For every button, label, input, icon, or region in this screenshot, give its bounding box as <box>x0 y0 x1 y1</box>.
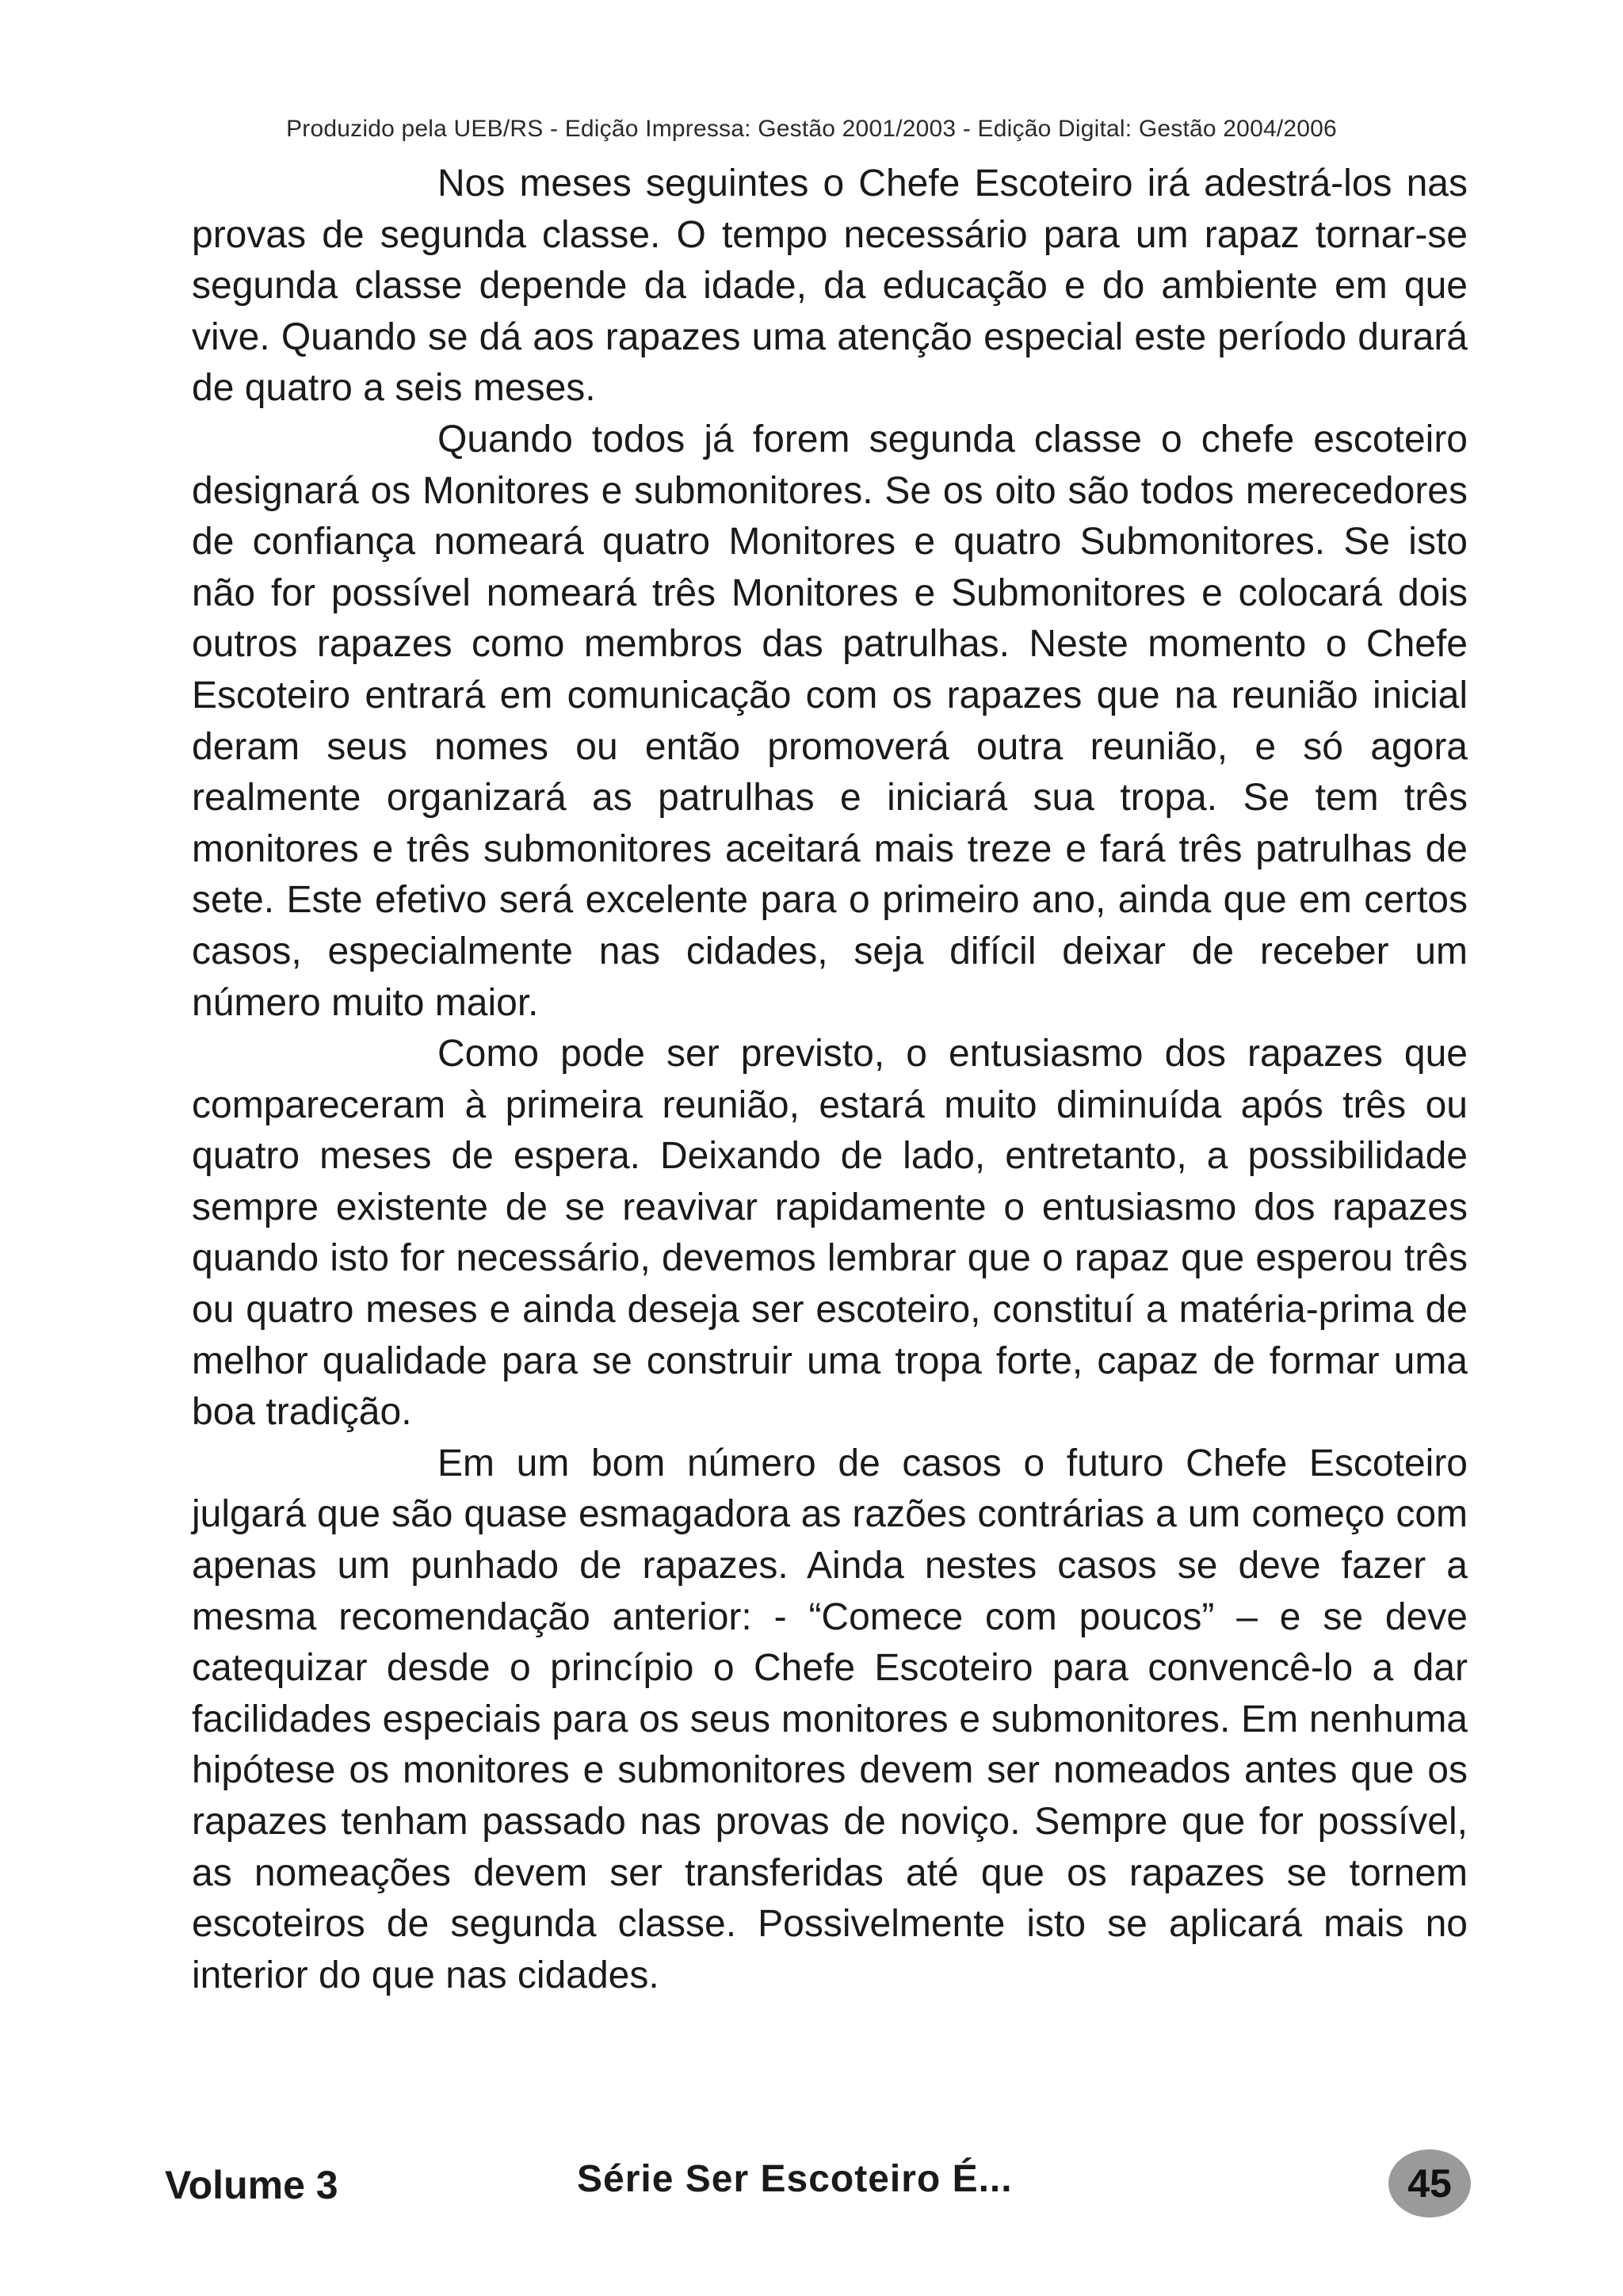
footer-series-title: Série Ser Escoteiro É... <box>577 2158 1013 2200</box>
page-number: 45 <box>1407 2161 1452 2206</box>
page-header: Produzido pela UEB/RS - Edição Impressa: Gestão 2001/2003 - Edição Digital: Gestão 2004/2006 <box>286 116 1337 142</box>
paragraph-4: Em um bom número de casos o futuro Chefe Escoteiro julgará que são quase esmagadora as razões contrárias a um começo com apenas um punhado de rapazes. Ainda nestes casos se deve fazer a mesma recomendação anterior: - “Comece com poucos” – e se deve catequizar desde o princípio o Chefe Escoteiro para convencê-lo a dar facilidades especiais para os seus monitores e submonitores. Em nenhuma hipótese os monitores e submonitores devem ser nomeados antes que os rapazes tenham passado nas provas de noviço. Sempre que for possível, as nomeações devem ser transferidas até que os rapazes se tornem escoteiros de segunda classe. Possivelmente isto se aplicará mais no interior do que nas cidades. <box>192 1442 1468 1996</box>
paragraph-1: Nos meses seguintes o Chefe Escoteiro irá adestrá-los nas provas de segunda classe. O tempo necessário para um rapaz tornar-se segunda classe depende da idade, da educação e do ambiente em que vive. Quando se dá aos rapazes uma atenção especial este período durará de quatro a seis meses. <box>192 162 1468 410</box>
paragraph-2: Quando todos já forem segunda classe o chefe escoteiro designará os Monitores e submonitores. Se os oito são todos merecedores de confiança nomeará quatro Monitores e quatro Submonitores. Se isto não for possível nomeará três Monitores e Submonitores e colocará dois outros rapazes como membros das patrulhas. Neste momento o Chefe Escoteiro entrará em comunicação com os rapazes que na reunião inicial deram seus nomes ou então promoverá outra reunião, e só agora realmente organizará as patrulhas e iniciará sua tropa. Se tem três monitores e três submonitores aceitará mais treze e fará três patrulhas de sete. Este efetivo será excelente para o primeiro ano, ainda que em certos casos, especialmente nas cidades, seja difícil deixar de receber um número muito maior. <box>192 418 1468 1024</box>
page-number-badge <box>1388 2149 1471 2218</box>
footer-volume: Volume 3 <box>165 2163 338 2207</box>
body-text <box>192 159 1468 2001</box>
paragraph-3: Como pode ser previsto, o entusiasmo dos rapazes que compareceram à primeira reunião, estará muito diminuída após três ou quatro meses de espera. Deixando de lado, entretanto, a possibilidade sempre existente de se reavivar rapidamente o entusiasmo dos rapazes quando isto for necessário, devemos lembrar que o rapaz que esperou três ou quatro meses e ainda deseja ser escoteiro, constituí a matéria-prima de melhor qualidade para se construir uma tropa forte, capaz de formar uma boa tradição. <box>192 1033 1468 1434</box>
